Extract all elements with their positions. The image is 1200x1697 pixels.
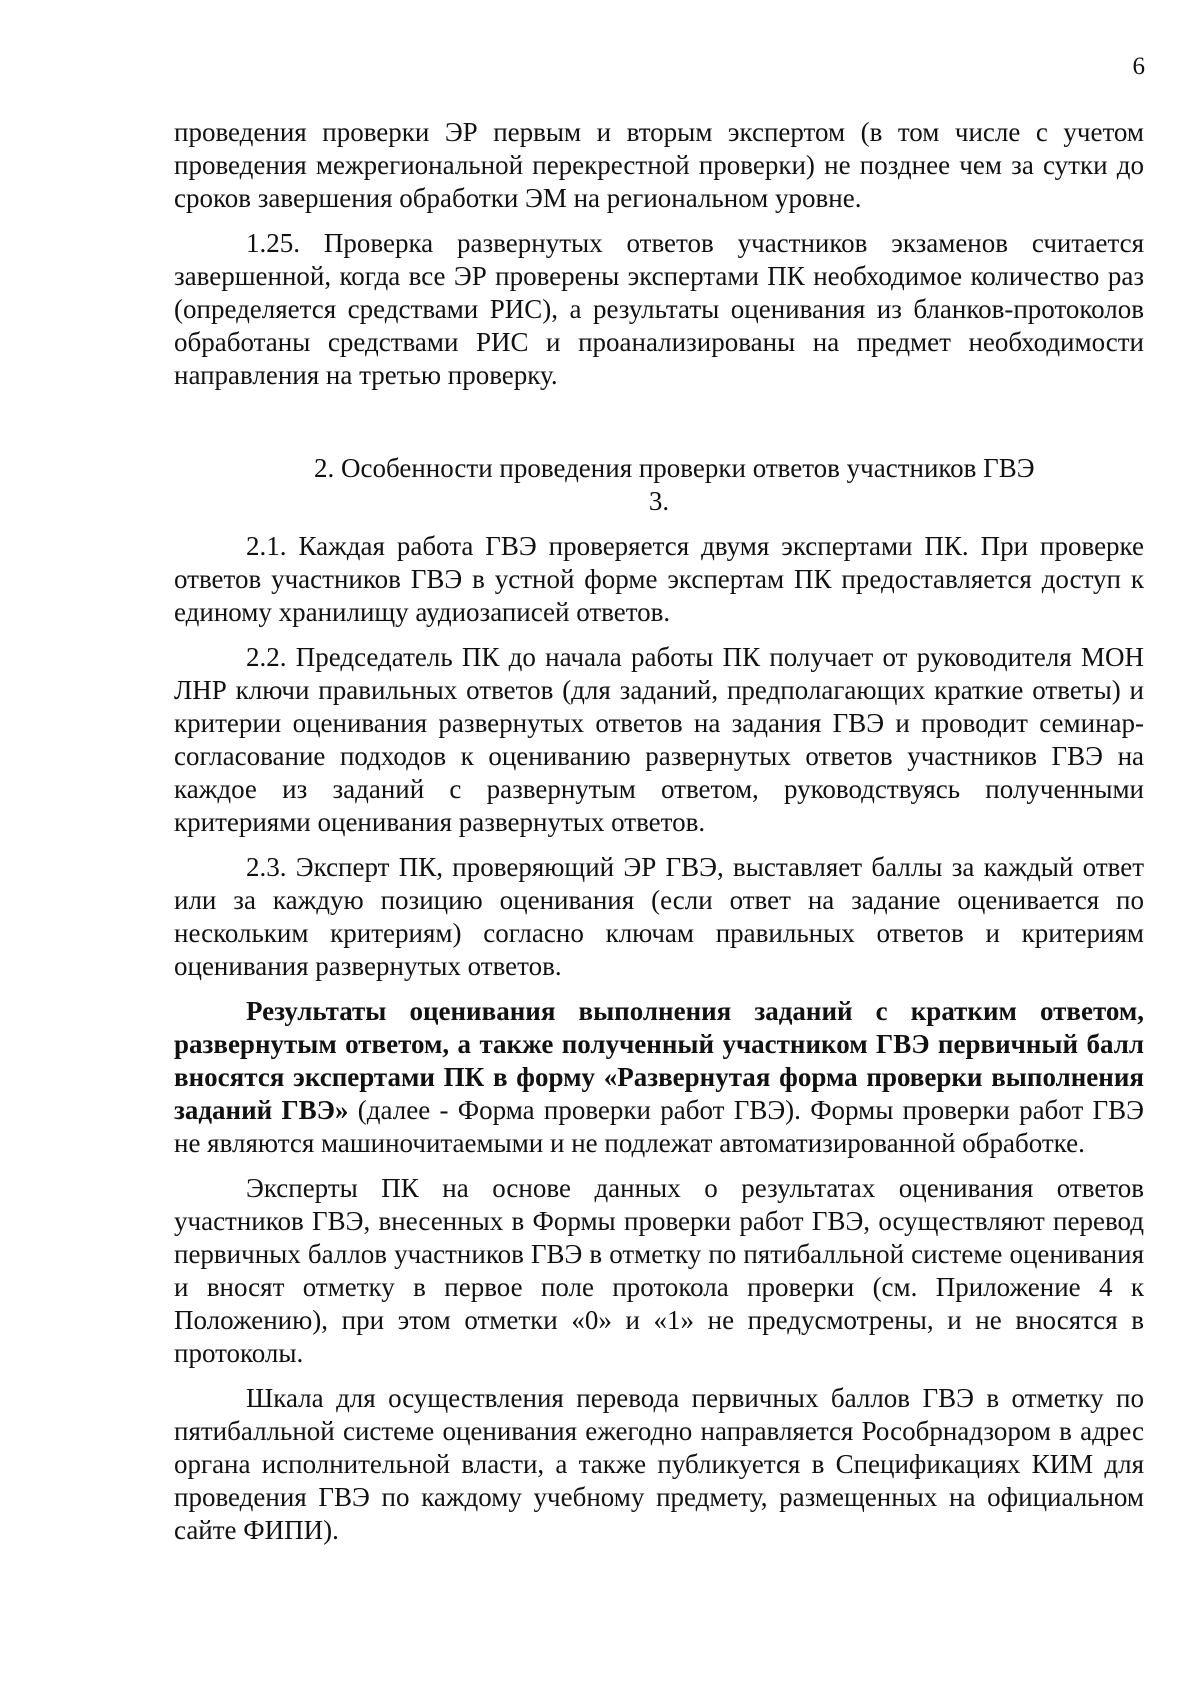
paragraph-2-3: 2.3. Эксперт ПК, проверяющий ЭР ГВЭ, выставляет баллы за каждый ответ или за каждую позицию оценивания (если ответ на задание оценивается по нескольким критериям) согласно ключам правильных ответов и критериям оценивания развернутых ответов. [174, 852, 1144, 981]
paragraph-scale: Шкала для осуществления перевода первичных баллов ГВЭ в отметку по пятибалльной системе оценивания ежегодно направляется Рособрнадзором в адрес органа исполнительной власти, а также публикуется в Спецификациях КИМ для проведения ГВЭ по каждому учебному предмету, размещенных на официальном сайте ФИПИ). [174, 1383, 1144, 1545]
section-heading: 2. Особенности проведения проверки ответов участников ГВЭ [314, 453, 1035, 483]
paragraph-2-2: 2.2. Председатель ПК до начала работы ПК получает от руководителя МОН ЛНР ключи правильных ответов (для заданий, предполагающих краткие ответы) и критерии оценивания развернутых ответов на задания ГВЭ и проводит семинар-согласование подходов к оцениванию развернутых ответов участников ГВЭ на каждое из заданий с развернутым ответом, руководствуясь полученными критериями оценивания развернутых ответов. [174, 642, 1144, 837]
paragraph-experts: Эксперты ПК на основе данных о результатах оценивания ответов участников ГВЭ, внесенных в Формы проверки работ ГВЭ, осуществляют перевод первичных баллов участников ГВЭ в отметку по пятибалльной системе оценивания и вносят отметку в первое поле протокола проверки (см. Приложение 4 к Положению), при этом отметки «0» и «1» не предусмотрены, и не вносятся в протоколы. [174, 1173, 1144, 1368]
page-number: 6 [1132, 53, 1145, 80]
paragraph-continuation: проведения проверки ЭР первым и вторым экспертом (в том числе с учетом проведения межрегиональной перекрестной проверки) не позднее чем за сутки до сроков завершения обработки ЭМ на региональном уровне. [174, 117, 1144, 213]
paragraph-results [174, 995, 1144, 1160]
results-bold-text: Результаты оценивания выполнения заданий с кратким ответом, развернутым ответом, а также полученный участником ГВЭ первичный балл вносятся экспертами ПК в форму «Развернутая форма проверки выполнения заданий ГВЭ» [174, 996, 1144, 1125]
results-rest-text: (далее - Форма проверки работ ГВЭ). Формы проверки работ ГВЭ не являются машиночитаемыми и не подлежат автоматизированной обработке. [174, 1095, 1144, 1158]
paragraph-2-1: 2.1. Каждая работа ГВЭ проверяется двумя экспертами ПК. При проверке ответов участников ГВЭ в устной форме экспертам ПК предоставляется доступ к единому хранилищу аудиозаписей ответов. [174, 531, 1144, 627]
paragraph-1-25: 1.25. Проверка развернутых ответов участников экзаменов считается завершенной, когда все ЭР проверены экспертами ПК необходимое количество раз (определяется средствами РИС), а результаты оценивания из бланков-протоколов обработаны средствами РИС и проанализированы на предмет необходимости направления на третью проверку. [174, 228, 1144, 390]
page-content [174, 116, 1144, 1559]
section-subheading: 3. [648, 486, 670, 516]
